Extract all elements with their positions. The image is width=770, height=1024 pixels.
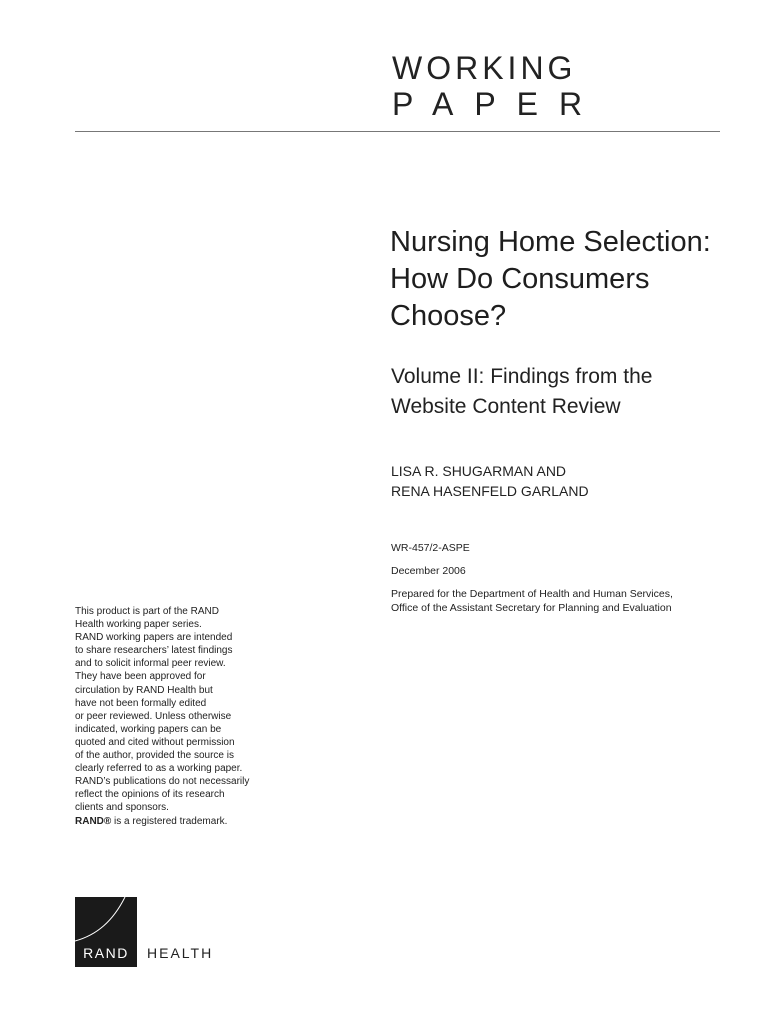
disclaimer-line: quoted and cited without permission (75, 736, 235, 748)
prepared-for-line: Prepared for the Department of Health and Human Services, (391, 588, 673, 600)
publication-date: December 2006 (391, 565, 466, 577)
disclaimer-line: and to solicit informal peer review. (75, 658, 226, 670)
disclaimer-line: Health working paper series. (75, 619, 202, 631)
report-number: WR-457/2-ASPE (391, 542, 470, 554)
prepared-for (391, 587, 673, 615)
title-line: Choose? (390, 300, 507, 332)
subtitle-line: Website Content Review (391, 395, 621, 418)
disclaimer-line: reflect the opinions of its research (75, 789, 225, 801)
disclaimer-line: clearly referred to as a working paper. (75, 763, 243, 775)
disclaimer-line: They have been approved for (75, 671, 206, 683)
disclaimer-line: indicated, working papers can be (75, 723, 222, 735)
disclaimer-line: This product is part of the RAND (75, 606, 219, 617)
author-list (391, 461, 589, 501)
author-line: RENA HASENFELD GARLAND (391, 483, 589, 499)
disclaimer-line: RAND working papers are intended (75, 632, 233, 644)
subtitle-line: Volume II: Findings from the (391, 365, 653, 388)
prepared-for-line: Office of the Assistant Secretary for Planning and Evaluation (391, 602, 672, 614)
trademark-bold: RAND® (75, 815, 112, 827)
header-divider (75, 131, 720, 132)
disclaimer-line: to share researchers’ latest findings (75, 645, 233, 657)
disclaimer-line: or peer reviewed. Unless otherwise (75, 710, 232, 722)
paper-label: PAPER (392, 86, 604, 122)
rand-logo-box (75, 897, 137, 967)
disclaimer-line: have not been formally edited (75, 697, 207, 709)
title-line: Nursing Home Selection: (390, 226, 711, 258)
document-subtitle (391, 362, 751, 422)
working-label: WORKING (392, 50, 577, 86)
disclaimer-note (75, 605, 275, 828)
disclaimer-line: circulation by RAND Health but (75, 684, 213, 696)
publication-meta (391, 541, 673, 624)
disclaimer-line: clients and sponsors. (75, 802, 169, 814)
title-line: How Do Consumers (390, 263, 650, 295)
rand-health-logo (75, 897, 213, 967)
disclaimer-line: RAND’s publications do not necessarily (75, 776, 250, 788)
author-line: LISA R. SHUGARMAN AND (391, 463, 567, 479)
working-paper-label (392, 50, 603, 122)
health-logo-text: HEALTH (147, 945, 214, 961)
disclaimer-line: of the author, provided the source is (75, 750, 234, 762)
rand-logo-text: RAND (83, 945, 129, 961)
trademark-line (75, 815, 275, 828)
trademark-text: is a registered trademark. (111, 815, 228, 827)
document-title (390, 224, 750, 335)
